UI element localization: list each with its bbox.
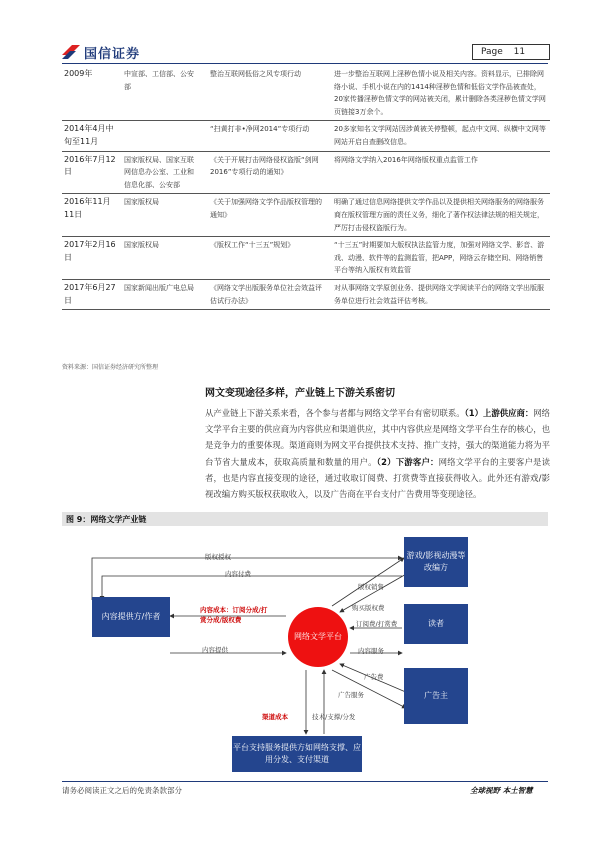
cell-dept: 国家版权局: [120, 194, 200, 237]
para-text-2: 网络文学平台主要的供应商为内容供应和渠道供应，其中内容供应是网络文学平台生存的核心，也是竞争力的重要体现。渠道商则为网文平台提供技术支持、推广支持，强大的渠道能力将为平台节省大量成本，获取高质量和数量的用户。: [205, 408, 551, 467]
cell-date: 2017年2月16日: [62, 237, 120, 280]
table-row: [62, 279, 550, 309]
para-bold-2: （2）下游客户：: [376, 456, 439, 467]
cell-content: “十三五”时期要加大版权执法监管力度，加强对网络文学、影音、游戏、动漫、软件等的监测监管，把APP，网络云存储空间、网络销售平台等纳入版权有效监管: [324, 237, 550, 280]
label-channel-cost: 渠道成本: [262, 713, 288, 721]
logo-text: 国信证券: [84, 47, 141, 62]
label-copyright-auth: 版权授权: [205, 553, 231, 561]
cell-action: “扫黄打非•净网2014”专项行动: [200, 121, 324, 151]
para-text-3: 网络文学平台的主要客户是读者，也是内容直接变现的途径，通过收取订阅费、打赏费等直接获得收入。此外还有游戏/影视改编方购买版权获取收入，以及广告商在平台支付广告费用等变现途径。: [205, 456, 551, 500]
para-bold-1: （1）上游供应商：: [464, 408, 534, 418]
cell-date: 2009年: [62, 66, 120, 121]
cell-content: 对从事网络文学原创业务、提供网络文学阅读平台的网络文学出版服务单位进行社会效益评估考核。: [324, 279, 550, 309]
cell-date: 2017年6月27日: [62, 279, 120, 309]
label-copyright-buy: 购买版权费: [352, 604, 385, 612]
cell-content: 20多家知名文学网站因涉黄被关停整顿，起点中文网、纵横中文网等网站开启自查删改信息。: [324, 121, 550, 151]
cell-date: 2016年7月12日: [62, 151, 120, 194]
node-reader: 读者: [404, 604, 468, 644]
cell-action: 《关于开展打击网络侵权盗版“剑网2016”专项行动的通知》: [200, 151, 324, 194]
footer-disclaimer: 请务必阅读正文之后的免责条款部分: [62, 786, 182, 795]
label-content-supply: 内容提供: [202, 646, 228, 654]
label-content-fee: 内容付费: [225, 570, 251, 578]
label-subs: 订阅费/打赏费: [356, 620, 398, 628]
page-indicator: [472, 44, 550, 60]
body-paragraph: [205, 405, 550, 502]
label-tech: 技术/支撑/分发: [312, 713, 356, 721]
cell-date: 2016年11月11日: [62, 194, 120, 237]
arrow-copyright-auth: [92, 558, 402, 600]
logo-icon: [62, 45, 80, 59]
company-logo: [62, 43, 152, 61]
footer-slogan: 全球视野 本土智慧: [470, 786, 533, 795]
table-row: [62, 121, 550, 151]
cell-dept: [120, 121, 200, 151]
label-copyright-sale: 版权销售: [358, 583, 384, 591]
page-number: 11: [513, 47, 526, 57]
page-label: Page: [481, 47, 503, 57]
label-content-service: 内容服务: [358, 647, 384, 655]
cell-content: 将网络文学纳入2016年网络版权重点监管工作: [324, 151, 550, 194]
para-text-1: 从产业链上下游关系来看，各个参与者都与网络文学平台有密切联系。: [205, 408, 465, 418]
node-content-provider: 内容提供方/作者: [92, 597, 170, 637]
label-ad-fee: 广告费: [364, 673, 384, 681]
section-title: 网文变现途径多样，产业链上下游关系密切: [205, 388, 395, 399]
node-channel: 平台支持服务提供方如网络支撑、应用分发、支付渠道: [232, 736, 362, 772]
cell-action: 《关于加强网络文学作品版权管理的通知》: [200, 194, 324, 237]
cell-content: 进一步整治互联网上淫秽色情小说及相关内容。资料显示，已排除网络小说、手机小说在内的1414种淫秽色情和低俗文学作品被查处，20家传播淫秽色情文学的网站被关闭，累计删除各类淫秽色情文学网页链接3万余个。: [324, 66, 550, 121]
cell-dept: 中宣部、工信部、公安部: [120, 66, 200, 121]
cell-action: 《版权工作“十三五”规划》: [200, 237, 324, 280]
cell-action: 《网络文学出版服务单位社会效益评估试行办法》: [200, 279, 324, 309]
table-row: [62, 66, 550, 121]
cell-dept: 国家版权局、国家互联网信息办公室、工业和信息化部、公安部: [120, 151, 200, 194]
source-note: 资料来源：国信证券经济研究所整理: [62, 364, 159, 371]
label-ad-service: 广告服务: [338, 691, 364, 699]
figure-caption: 图 9：网络文学产业链: [66, 515, 147, 524]
table-row: [62, 151, 550, 194]
cell-content: 明确了通过信息网络提供文学作品以及提供相关网络服务的网络服务商在版权管理方面的责任义务，细化了著作权法律法规的相关规定，严厉打击侵权盗版行为。: [324, 194, 550, 237]
cell-action: 整治互联网低俗之风专项行动: [200, 66, 324, 121]
table-row: [62, 194, 550, 237]
node-adaptation: 游戏/影视动漫等改编方: [404, 537, 468, 587]
label-costs: 内容成本：订阅分成/打赏分成/版权费: [200, 606, 268, 624]
header-divider: [62, 63, 548, 64]
cell-dept: 国家版权局: [120, 237, 200, 280]
node-advertiser: 广告主: [404, 668, 468, 724]
footer-divider: [62, 781, 548, 782]
policy-table: [62, 66, 550, 310]
cell-dept: 国家新闻出版广电总局: [120, 279, 200, 309]
cell-date: 2014年4月中旬至11月: [62, 121, 120, 151]
table-row: [62, 237, 550, 280]
node-platform: 网络文学平台: [288, 607, 348, 667]
